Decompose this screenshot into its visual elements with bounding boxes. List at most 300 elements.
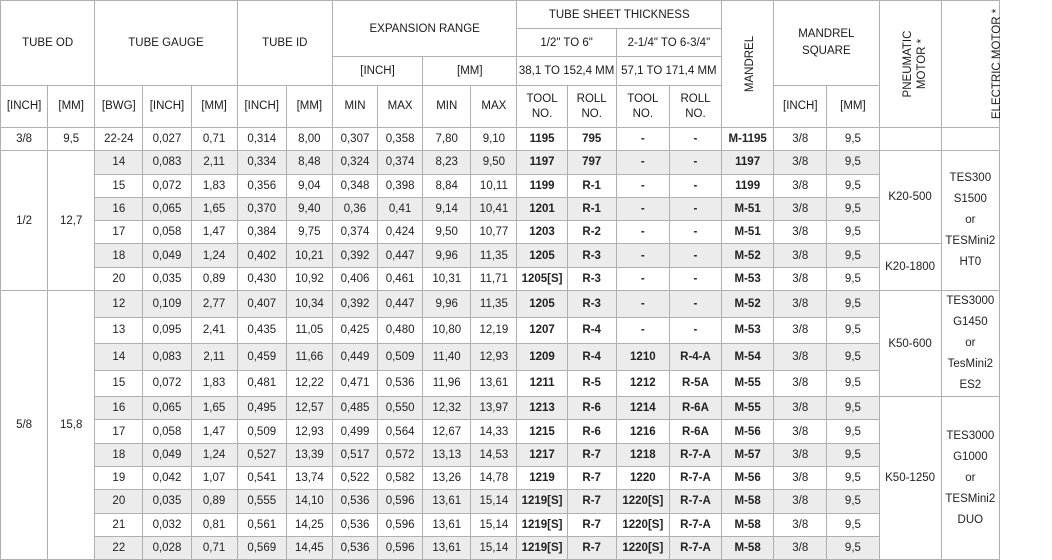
electric-motor-line: ES2 <box>959 379 982 392</box>
table-cell: 3/8 <box>774 443 827 466</box>
table-cell: 10,77 <box>471 221 517 244</box>
table-cell: 3/8 <box>774 536 827 559</box>
header-pneumatic-motor <box>879 1 941 128</box>
table-cell: 1,24 <box>191 443 237 466</box>
table-cell: 12,93 <box>286 420 332 443</box>
table-cell: 0,370 <box>237 197 286 220</box>
table-cell: 0,561 <box>237 513 286 536</box>
roll-label: ROLL <box>680 92 711 105</box>
table-cell: 14,78 <box>471 466 517 489</box>
table-cell: 10,31 <box>423 267 471 290</box>
table-cell: 3/8 <box>774 221 827 244</box>
header-mandrel-text: MANDREL <box>744 35 757 93</box>
electric-motor-line: TES3000 <box>946 429 995 442</box>
table-cell: 0,36 <box>332 197 377 220</box>
electric-motor-line: G1000 <box>953 450 988 463</box>
table-cell: 8,84 <box>423 174 471 197</box>
table-cell: 9,5 <box>827 513 879 536</box>
table-cell: 11,96 <box>423 370 471 397</box>
table-cell: 0,049 <box>143 244 191 267</box>
table-cell: 3/8 <box>774 344 827 371</box>
table-cell: R-7 <box>567 490 616 513</box>
table-cell: 797 <box>567 151 616 174</box>
table-cell: 1205 <box>517 244 567 267</box>
pneumatic-motor-empty-cell <box>879 128 941 151</box>
table-cell: R-7 <box>567 443 616 466</box>
table-cell: R-6A <box>669 397 721 420</box>
electric-motor-line: TES3000 <box>946 295 995 308</box>
table-cell: R-5 <box>567 370 616 397</box>
table-cell: 0,083 <box>143 151 191 174</box>
header-expansion-inch: [INCH] <box>332 57 422 86</box>
table-row <box>1 397 1000 420</box>
table-row <box>1 443 1000 466</box>
table-cell: R-7 <box>567 513 616 536</box>
header-pneumatic-motor-text: PNEUMATIC MOTOR * <box>901 30 928 98</box>
table-cell: 0,109 <box>143 291 191 318</box>
table-cell: 1215 <box>517 420 567 443</box>
table-cell: R-1 <box>567 197 616 220</box>
table-cell: M-56 <box>722 420 774 443</box>
table-cell: 1,47 <box>191 420 237 443</box>
table-cell: 15,14 <box>471 490 517 513</box>
table-cell: 9,14 <box>423 197 471 220</box>
table-cell: 1219 <box>517 466 567 489</box>
table-cell: 0,596 <box>378 490 423 513</box>
table-cell: 12 <box>95 291 143 318</box>
table-cell: 13,74 <box>286 466 332 489</box>
table-cell: 1210 <box>616 344 669 371</box>
table-cell: R-4 <box>567 317 616 344</box>
table-cell: 1217 <box>517 443 567 466</box>
table-cell: 0,517 <box>332 443 377 466</box>
table-cell: 0,392 <box>332 244 377 267</box>
table-cell: 0,072 <box>143 174 191 197</box>
table-cell: 13,39 <box>286 443 332 466</box>
electric-motor-cell <box>941 291 999 397</box>
table-cell: 12,19 <box>471 317 517 344</box>
header-range-b: 2-1/4" TO 6-3/4" <box>616 29 721 57</box>
table-cell: 10,80 <box>423 317 471 344</box>
table-cell: 9,50 <box>423 221 471 244</box>
table-cell: - <box>616 128 669 151</box>
header-exp-inch-max: MAX <box>378 86 423 128</box>
header-mandrel <box>722 1 774 128</box>
table-cell: 2,77 <box>191 291 237 318</box>
header-square-mm: [MM] <box>827 86 879 128</box>
table-cell: 1219[S] <box>517 490 567 513</box>
table-cell: R-6A <box>669 420 721 443</box>
electric-motor-line: HT0 <box>959 256 982 269</box>
table-cell: 12,67 <box>423 420 471 443</box>
table-cell: 3/8 <box>774 370 827 397</box>
header-tool-no-b <box>616 86 669 128</box>
table-cell: R-7-A <box>669 490 721 513</box>
table-cell: 11,35 <box>471 291 517 318</box>
header-square-inch: [INCH] <box>774 86 827 128</box>
table-cell: 0,407 <box>237 291 286 318</box>
table-cell: 1207 <box>517 317 567 344</box>
table-cell: 795 <box>567 128 616 151</box>
table-cell: 0,374 <box>332 221 377 244</box>
table-cell: - <box>669 128 721 151</box>
tube-od-mm-cell: 9,5 <box>48 128 95 151</box>
header-electric-motor <box>941 1 1003 128</box>
table-row <box>1 420 1000 443</box>
table-cell: 9,04 <box>286 174 332 197</box>
table-cell: 13 <box>95 317 143 344</box>
table-cell: - <box>616 221 669 244</box>
table-cell: 13,13 <box>423 443 471 466</box>
table-cell: 13,61 <box>423 490 471 513</box>
table-cell: 21 <box>95 513 143 536</box>
table-cell: 16 <box>95 197 143 220</box>
table-cell: 3/8 <box>774 197 827 220</box>
table-cell: 0,406 <box>332 267 377 290</box>
table-cell: 15,14 <box>471 513 517 536</box>
table-cell: R-7-A <box>669 536 721 559</box>
table-row <box>1 174 1000 197</box>
header-exp-mm-min: MIN <box>423 86 471 128</box>
table-cell: R-4 <box>567 344 616 371</box>
table-cell: 1199 <box>722 174 774 197</box>
table-cell: - <box>616 244 669 267</box>
table-cell: 12,22 <box>286 370 332 397</box>
table-cell: M-53 <box>722 267 774 290</box>
table-cell: - <box>616 197 669 220</box>
table-cell: 13,61 <box>423 513 471 536</box>
table-cell: M-56 <box>722 466 774 489</box>
tube-od-mm-cell: 12,7 <box>48 151 95 291</box>
table-cell: 17 <box>95 221 143 244</box>
table-cell: 1197 <box>722 151 774 174</box>
table-cell: 2,11 <box>191 151 237 174</box>
header-mandrel-square: MANDREL SQUARE <box>774 1 879 86</box>
table-cell: 10,92 <box>286 267 332 290</box>
table-cell: 9,5 <box>827 370 879 397</box>
tube-od-inch-cell: 5/8 <box>1 291 48 560</box>
table-cell: R-6 <box>567 420 616 443</box>
table-cell: 0,430 <box>237 267 286 290</box>
table-cell: 0,485 <box>332 397 377 420</box>
table-cell: 1199 <box>517 174 567 197</box>
table-cell: - <box>616 317 669 344</box>
table-row <box>1 370 1000 397</box>
table-cell: 9,5 <box>827 420 879 443</box>
table-cell: 1,83 <box>191 370 237 397</box>
table-row <box>1 317 1000 344</box>
table-cell: 17 <box>95 420 143 443</box>
table-cell: 0,447 <box>378 244 423 267</box>
header-range-a: 1/2" TO 6" <box>517 29 616 57</box>
table-cell: 0,035 <box>143 267 191 290</box>
table-cell: 0,536 <box>332 490 377 513</box>
header-tube-od: TUBE OD <box>1 1 95 86</box>
table-cell: 15,14 <box>471 536 517 559</box>
table-cell: 0,71 <box>191 128 237 151</box>
table-cell: 15 <box>95 174 143 197</box>
table-row <box>1 197 1000 220</box>
table-cell: 1205[S] <box>517 267 567 290</box>
no-label: NO. <box>685 107 706 120</box>
table-cell: 3/8 <box>774 420 827 443</box>
table-cell: - <box>616 267 669 290</box>
electric-motor-cell <box>941 397 999 560</box>
electric-motor-line: or <box>965 471 976 484</box>
tube-od-mm-cell: 15,8 <box>48 291 95 560</box>
table-cell: 1219[S] <box>517 536 567 559</box>
table-row <box>1 244 1000 267</box>
table-cell: 0,042 <box>143 466 191 489</box>
table-cell: 0,072 <box>143 370 191 397</box>
table-cell: 0,424 <box>378 221 423 244</box>
table-cell: 1213 <box>517 397 567 420</box>
tool-label: TOOL <box>627 92 659 105</box>
table-cell: 2,11 <box>191 344 237 371</box>
tube-od-inch-cell: 1/2 <box>1 151 48 291</box>
table-cell: 0,89 <box>191 267 237 290</box>
table-cell: - <box>669 197 721 220</box>
pneumatic-motor-cell: K50-600 <box>879 291 941 397</box>
table-cell: M-57 <box>722 443 774 466</box>
table-cell: 0,541 <box>237 466 286 489</box>
table-cell: 9,96 <box>423 244 471 267</box>
table-row <box>1 466 1000 489</box>
table-cell: R-7-A <box>669 443 721 466</box>
table-cell: 0,569 <box>237 536 286 559</box>
table-cell: R-1 <box>567 174 616 197</box>
table-cell: 0,358 <box>378 128 423 151</box>
table-cell: - <box>669 151 721 174</box>
table-cell: 1216 <box>616 420 669 443</box>
header-expansion-mm: [MM] <box>423 57 517 86</box>
table-cell: 9,5 <box>827 267 879 290</box>
table-cell: 9,5 <box>827 174 879 197</box>
header-roll-no-b <box>669 86 721 128</box>
table-cell: - <box>669 267 721 290</box>
table-cell: 1220 <box>616 466 669 489</box>
table-cell: 13,97 <box>471 397 517 420</box>
table-cell: 3/8 <box>774 490 827 513</box>
table-cell: 0,536 <box>332 513 377 536</box>
table-cell: M-52 <box>722 244 774 267</box>
table-cell: - <box>669 317 721 344</box>
table-cell: 0,555 <box>237 490 286 513</box>
table-cell: 3/8 <box>774 397 827 420</box>
table-cell: 0,032 <box>143 513 191 536</box>
electric-motor-line: G1450 <box>953 316 988 329</box>
table-body <box>1 128 1000 560</box>
no-label: NO. <box>531 107 553 120</box>
table-cell: 7,80 <box>423 128 471 151</box>
header-roll-no-a <box>567 86 616 128</box>
table-cell: 1195 <box>517 128 567 151</box>
table-cell: M-51 <box>722 197 774 220</box>
table-cell: R-7-A <box>669 466 721 489</box>
table-cell: 1218 <box>616 443 669 466</box>
table-cell: 9,5 <box>827 317 879 344</box>
header-id-mm: [MM] <box>286 86 332 128</box>
table-cell: 0,374 <box>378 151 423 174</box>
header-gauge-mm: [MM] <box>191 86 237 128</box>
table-cell: 0,028 <box>143 536 191 559</box>
electric-motor-line: DUO <box>957 513 984 526</box>
table-cell: 12,57 <box>286 397 332 420</box>
table-cell: 9,5 <box>827 443 879 466</box>
electric-motor-line: or <box>965 214 976 227</box>
electric-motor-cell <box>941 151 999 291</box>
pneumatic-motor-cell: K50-1250 <box>879 397 941 560</box>
table-cell: M-53 <box>722 317 774 344</box>
table-cell: 0,459 <box>237 344 286 371</box>
table-cell: R-4-A <box>669 344 721 371</box>
table-cell: 0,356 <box>237 174 286 197</box>
table-cell: 13,61 <box>471 370 517 397</box>
table-cell: 0,095 <box>143 317 191 344</box>
table-cell: 3/8 <box>774 174 827 197</box>
header-tube-gauge: TUBE GAUGE <box>95 1 237 86</box>
table-row <box>1 513 1000 536</box>
table-cell: 0,425 <box>332 317 377 344</box>
table-row <box>1 151 1000 174</box>
tool-label: TOOL <box>526 92 558 105</box>
table-cell: R-3 <box>567 291 616 318</box>
table-cell: 0,348 <box>332 174 377 197</box>
table-cell: 11,66 <box>286 344 332 371</box>
table-cell: 0,572 <box>378 443 423 466</box>
table-cell: 20 <box>95 267 143 290</box>
electric-motor-empty-cell <box>941 128 999 151</box>
header-od-mm: [MM] <box>48 86 95 128</box>
table-cell: - <box>616 151 669 174</box>
table-cell: 9,5 <box>827 344 879 371</box>
table-cell: 14,33 <box>471 420 517 443</box>
table-cell: 0,334 <box>237 151 286 174</box>
table-cell: 0,307 <box>332 128 377 151</box>
table-cell: 0,035 <box>143 490 191 513</box>
table-cell: 9,75 <box>286 221 332 244</box>
table-cell: 0,495 <box>237 397 286 420</box>
table-cell: 14,53 <box>471 443 517 466</box>
table-cell: 1219[S] <box>517 513 567 536</box>
table-cell: 9,96 <box>423 291 471 318</box>
table-cell: 1197 <box>517 151 567 174</box>
table-cell: 1201 <box>517 197 567 220</box>
table-cell: 1220[S] <box>616 513 669 536</box>
table-row <box>1 536 1000 559</box>
table-cell: 0,550 <box>378 397 423 420</box>
table-cell: 16 <box>95 397 143 420</box>
header-expansion-range: EXPANSION RANGE <box>332 1 517 57</box>
table-cell: M-51 <box>722 221 774 244</box>
table-cell: 10,21 <box>286 244 332 267</box>
header-exp-mm-max: MAX <box>471 86 517 128</box>
table-cell: 3/8 <box>774 513 827 536</box>
table-cell: 15 <box>95 370 143 397</box>
table-cell: M-55 <box>722 370 774 397</box>
table-cell: 3/8 <box>774 244 827 267</box>
table-cell: 1211 <box>517 370 567 397</box>
header-range-b-mm: 57,1 TO 171,4 MM <box>616 57 721 86</box>
table-cell: 9,5 <box>827 244 879 267</box>
table-row <box>1 267 1000 290</box>
table-cell: 1203 <box>517 221 567 244</box>
table-cell: 13,61 <box>423 536 471 559</box>
table-cell: 1205 <box>517 291 567 318</box>
table-cell: M-54 <box>722 344 774 371</box>
table-cell: 9,5 <box>827 466 879 489</box>
table-cell: 9,5 <box>827 490 879 513</box>
table-row <box>1 344 1000 371</box>
table-cell: 9,10 <box>471 128 517 151</box>
table-cell: 22 <box>95 536 143 559</box>
table-cell: 14,25 <box>286 513 332 536</box>
table-cell: 8,00 <box>286 128 332 151</box>
pneumatic-motor-cell: K20-500 <box>879 151 941 244</box>
table-cell: 1209 <box>517 344 567 371</box>
table-cell: 12,93 <box>471 344 517 371</box>
table-cell: 0,314 <box>237 128 286 151</box>
table-cell: 1,83 <box>191 174 237 197</box>
table-cell: 9,5 <box>827 128 879 151</box>
table-cell: R-7-A <box>669 513 721 536</box>
table-cell: R-2 <box>567 221 616 244</box>
table-cell: 9,5 <box>827 397 879 420</box>
electric-motor-line: TesMini2 <box>947 358 994 371</box>
table-cell: 10,34 <box>286 291 332 318</box>
table-cell: M-52 <box>722 291 774 318</box>
table-cell: 0,027 <box>143 128 191 151</box>
table-cell: 1,65 <box>191 397 237 420</box>
header-tube-sheet-thickness: TUBE SHEET THICKNESS <box>517 1 722 29</box>
table-cell: - <box>616 174 669 197</box>
table-cell: 9,5 <box>827 536 879 559</box>
electric-motor-line: TESMini2 <box>945 492 996 505</box>
electric-motor-line: TES300 <box>949 172 992 185</box>
table-cell: 1,65 <box>191 197 237 220</box>
table-cell: M-58 <box>722 490 774 513</box>
table-cell: 0,536 <box>378 370 423 397</box>
table-cell: R-7 <box>567 466 616 489</box>
table-cell: 0,398 <box>378 174 423 197</box>
table-cell: 9,50 <box>471 151 517 174</box>
table-cell: 0,71 <box>191 536 237 559</box>
table-cell: 0,447 <box>378 291 423 318</box>
table-cell: 11,71 <box>471 267 517 290</box>
table-cell: 14,10 <box>286 490 332 513</box>
table-cell: 0,392 <box>332 291 377 318</box>
table-cell: 9,40 <box>286 197 332 220</box>
table-cell: 12,32 <box>423 397 471 420</box>
table-row <box>1 221 1000 244</box>
table-cell: 1,47 <box>191 221 237 244</box>
table-cell: 0,582 <box>378 466 423 489</box>
table-cell: 0,083 <box>143 344 191 371</box>
header-tube-id: TUBE ID <box>237 1 332 86</box>
table-cell: 1,07 <box>191 466 237 489</box>
table-cell: 0,471 <box>332 370 377 397</box>
table-cell: 22-24 <box>95 128 143 151</box>
table-cell: 0,89 <box>191 490 237 513</box>
table-cell: M-58 <box>722 536 774 559</box>
table-cell: 0,41 <box>378 197 423 220</box>
table-row <box>1 128 1000 151</box>
table-cell: 0,596 <box>378 513 423 536</box>
table-cell: 11,05 <box>286 317 332 344</box>
table-cell: 0,435 <box>237 317 286 344</box>
header-gauge-inch: [INCH] <box>143 86 191 128</box>
table-cell: 11,40 <box>423 344 471 371</box>
